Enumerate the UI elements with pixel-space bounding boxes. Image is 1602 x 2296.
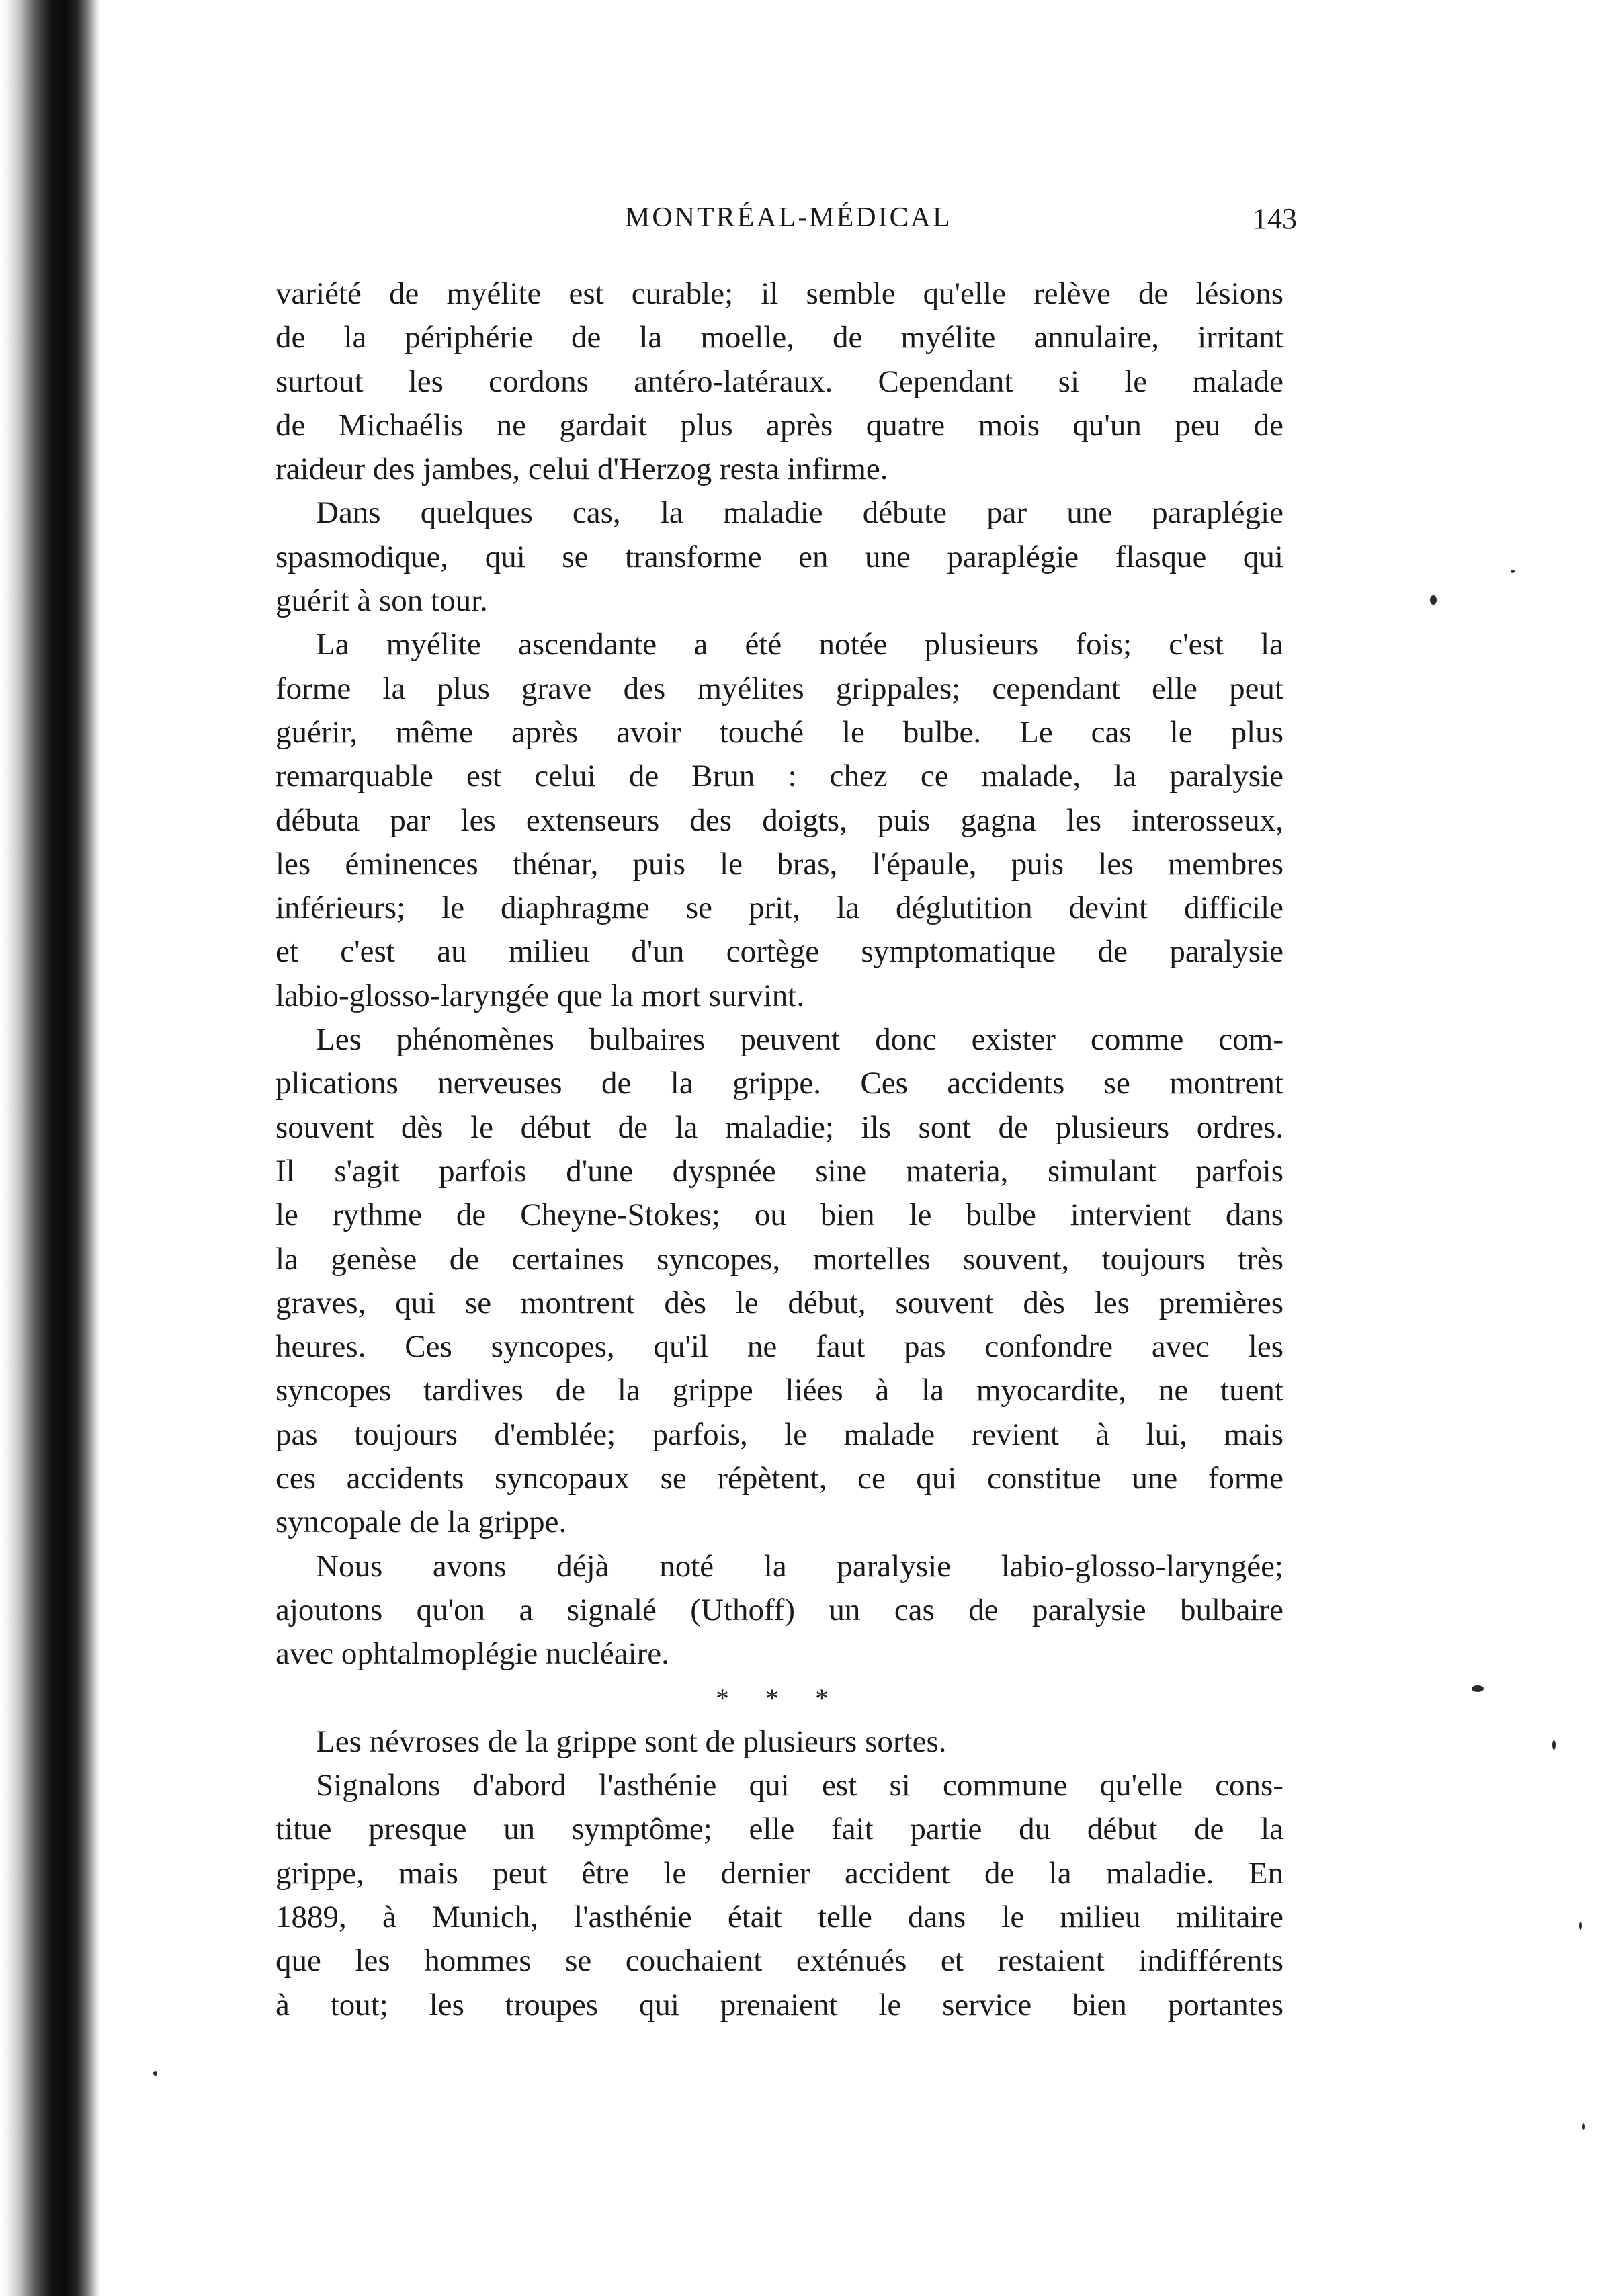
- text-line: ces accidents syncopaux se répètent, ce qui constitue une forme: [276, 1461, 1283, 1496]
- text-line: que les hommes se couchaient exténués et restaient indifférents: [276, 1943, 1283, 1979]
- text-line: le rythme de Cheyne-Stokes; ou bien le bulbe intervient dans: [276, 1197, 1283, 1233]
- section-separator: * * *: [716, 1683, 843, 1713]
- text-line: de la périphérie de la moelle, de myélite annulaire, irritant: [276, 320, 1283, 355]
- text-line: titue presque un symptôme; elle fait partie du début de la: [276, 1812, 1283, 1847]
- text-line: la genèse de certaines syncopes, mortelles souvent, toujours très: [276, 1241, 1283, 1277]
- text-line: les éminences thénar, puis le bras, l'épaule, puis les membres: [276, 846, 1283, 882]
- ink-speck: [1552, 1740, 1556, 1750]
- text-line: raideur des jambes, celui d'Herzog resta infirme.: [276, 452, 888, 487]
- text-line: variété de myélite est curable; il semble qu'elle relève de lésions: [276, 276, 1283, 311]
- text-line: syncopes tardives de la grippe liées à la myocardite, ne tuent: [276, 1373, 1283, 1408]
- text-line: grippe, mais peut être le dernier accident de la maladie. En: [276, 1855, 1283, 1891]
- text-line: Dans quelques cas, la maladie débute par une paraplégie: [316, 495, 1283, 531]
- text-line: forme la plus grave des myélites grippales; cependant elle peut: [276, 671, 1283, 706]
- text-line: de Michaélis ne gardait plus après quatre mois qu'un peu de: [276, 407, 1283, 443]
- text-line: heures. Ces syncopes, qu'il ne faut pas confondre avec les: [276, 1329, 1283, 1365]
- text-line: avec ophtalmoplégie nucléaire.: [276, 1636, 669, 1672]
- text-line: pas toujours d'emblée; parfois, le malade revient à lui, mais: [276, 1416, 1283, 1452]
- text-line: Il s'agit parfois d'une dyspnée sine materia, simulant parfois: [276, 1153, 1283, 1189]
- text-line: à tout; les troupes qui prenaient le service bien portantes: [276, 1987, 1283, 2023]
- text-line: Signalons d'abord l'asthénie qui est si commune qu'elle cons-: [316, 1768, 1283, 1803]
- ink-speck: [153, 2071, 157, 2076]
- text-line: plications nerveuses de la grippe. Ces accidents se montrent: [276, 1066, 1283, 1101]
- text-line: Nous avons déjà noté la paralysie labio-glosso-laryngée;: [316, 1548, 1283, 1584]
- text-line: guérit à son tour.: [276, 583, 488, 619]
- text-line: Les névroses de la grippe sont de plusieurs sortes.: [316, 1724, 947, 1759]
- text-line: ajoutons qu'on a signalé (Uthoff) un cas de paralysie bulbaire: [276, 1592, 1283, 1627]
- page-body: [276, 272, 1283, 2027]
- text-line: labio-glosso-laryngée que la mort survint.: [276, 978, 805, 1013]
- page-number: 143: [1253, 202, 1297, 235]
- text-line: La myélite ascendante a été notée plusieurs fois; c'est la: [316, 627, 1283, 663]
- ink-speck: [1582, 2123, 1585, 2130]
- book-binding-shadow: [0, 0, 101, 2296]
- text-line: surtout les cordons antéro-latéraux. Cependant si le malade: [276, 364, 1283, 399]
- ink-speck: [1579, 1922, 1582, 1930]
- text-line: graves, qui se montrent dès le début, souvent dès les premières: [276, 1285, 1283, 1320]
- text-line: débuta par les extenseurs des doigts, puis gagna les interosseux,: [276, 802, 1283, 838]
- text-line: 1889, à Munich, l'asthénie était telle dans le milieu militaire: [276, 1899, 1283, 1934]
- ink-speck: [1430, 595, 1437, 605]
- text-line: Les phénomènes bulbaires peuvent donc exister comme com-: [316, 1022, 1283, 1058]
- text-line: remarquable est celui de Brun : chez ce malade, la paralysie: [276, 759, 1283, 794]
- text-line: souvent dès le début de la maladie; ils sont de plusieurs ordres.: [276, 1109, 1283, 1145]
- running-head: [276, 202, 1310, 249]
- text-line: et c'est au milieu d'un cortège symptomatique de paralysie: [276, 934, 1283, 970]
- text-line: inférieurs; le diaphragme se prit, la déglutition devint difficile: [276, 890, 1283, 926]
- text-line: guérir, même après avoir touché le bulbe. Le cas le plus: [276, 714, 1283, 750]
- text-line: syncopale de la grippe.: [276, 1504, 567, 1540]
- text-line: spasmodique, qui se transforme en une paraplégie flasque qui: [276, 539, 1283, 575]
- ink-speck: [1472, 1685, 1484, 1692]
- ink-speck: [1511, 570, 1515, 573]
- running-title: MONTRÉAL-MÉDICAL: [625, 202, 952, 233]
